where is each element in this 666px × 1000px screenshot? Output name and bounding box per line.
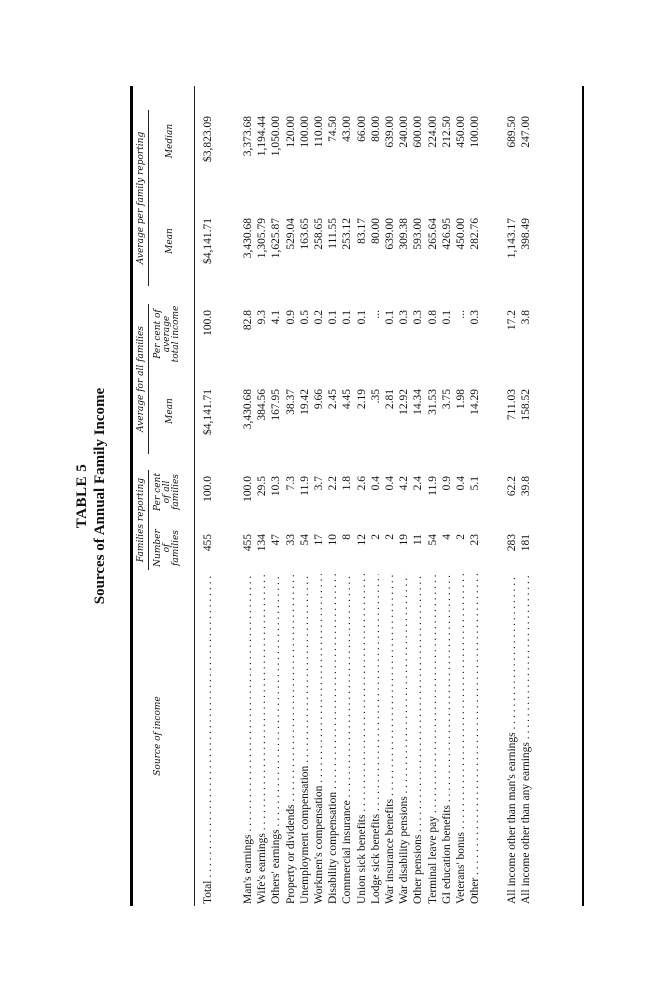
table-row (427, 86, 441, 906)
cell-median: 74.50 (327, 116, 340, 142)
cell-number: 2 (384, 534, 396, 540)
cell-median: 247.00 (520, 116, 533, 148)
row-label: Other pensions . . . (412, 574, 424, 904)
header-median: Median (165, 123, 175, 159)
cell-percent-income: 0.2 (313, 310, 325, 325)
cell-mean-per: 398.49 (520, 218, 533, 250)
cell-number: 23 (469, 534, 482, 546)
cell-number: 33 (284, 534, 297, 546)
cell-percent: 100.0 (242, 476, 254, 502)
cell-mean-per: 265.64 (426, 218, 439, 250)
cell-mean-per: 80.00 (369, 218, 382, 244)
row-label: Commercial insurance . . . (341, 574, 353, 904)
cell-mean-per: 529.04 (284, 218, 297, 250)
row-label: Lodge sick benefits . . . (370, 574, 382, 904)
cell-percent-income: 4.1 (270, 310, 283, 325)
cell-mean-all: 2.19 (355, 389, 368, 410)
cell-percent-income: 0.8 (426, 310, 439, 325)
cell-mean-all: 2.81 (384, 389, 396, 410)
row-label: Terminal leave pay . . . (427, 574, 439, 904)
cell-mean-all: 31.53 (426, 389, 439, 415)
cell-percent: 2.2 (327, 476, 340, 491)
group-header-families-reporting: Families reporting (136, 470, 149, 570)
cell-percent: 2.6 (355, 476, 368, 491)
cell-mean-all: 14.34 (412, 389, 425, 415)
header-source-of-income: Source of income (153, 696, 163, 776)
cell-mean-all: 3,430.68 (242, 389, 254, 430)
cell-mean-per: $4,141.71 (202, 218, 214, 264)
cell-mean-all: 9.66 (313, 389, 325, 410)
cell-percent: 0.9 (440, 476, 453, 491)
table-row (299, 86, 313, 906)
cell-percent: 3.7 (313, 476, 325, 491)
row-label: Other . . . (469, 574, 481, 904)
row-label: Wife's earnings . . . (256, 574, 268, 904)
cell-percent: 39.8 (520, 476, 533, 497)
cell-median: 639.00 (384, 116, 396, 148)
cell-mean-per: 1,625.87 (270, 218, 283, 259)
header-percent-of-families: Per cent of all families (153, 473, 181, 511)
table-row (285, 86, 299, 906)
bottom-rule (582, 86, 584, 906)
cell-mean-per: 258.65 (313, 218, 325, 250)
cell-mean-per: 593.00 (412, 218, 425, 250)
cell-median: 120.00 (284, 116, 297, 148)
cell-mean-all: 2.45 (327, 389, 340, 410)
cell-number: 181 (520, 534, 533, 552)
cell-mean-per: 111.55 (327, 218, 340, 249)
cell-number: 12 (355, 534, 368, 546)
cell-mean-per: 3,430.68 (242, 218, 254, 259)
row-label: Property or dividends . . . (285, 574, 297, 904)
cell-mean-all: 711.03 (506, 389, 518, 421)
table-caption: Sources of Annual Family Income (92, 387, 108, 605)
cell-percent: 0.4 (455, 476, 467, 491)
cell-percent-income: 0.9 (284, 310, 297, 325)
top-rule (130, 86, 133, 906)
cell-percent-income: 0.3 (412, 310, 425, 325)
cell-number: 17 (313, 534, 325, 546)
cell-percent: 0.4 (384, 476, 396, 491)
cell-number: 47 (270, 534, 283, 546)
table-row (256, 86, 270, 906)
row-label: Disability compensation . . . (327, 574, 339, 904)
cell-mean-per: 639.00 (384, 218, 396, 250)
cell-percent-income: 82.8 (242, 310, 254, 331)
table-row-summary (506, 86, 520, 906)
table-row (384, 86, 398, 906)
cell-number: 11 (412, 534, 425, 546)
cell-mean-all: 3.75 (440, 389, 453, 410)
cell-number: 54 (426, 534, 439, 546)
cell-mean-per: 450.00 (455, 218, 467, 250)
cell-mean-all: 167.95 (270, 389, 283, 421)
cell-percent-income: ... (369, 310, 382, 319)
cell-mean-per: 163.65 (298, 218, 311, 250)
table-row (412, 86, 426, 906)
cell-median: 43.00 (341, 116, 354, 142)
table-row (356, 86, 370, 906)
cell-mean-all: 158.52 (520, 389, 533, 421)
row-label: Others' earnings . . . (270, 574, 282, 904)
row-label: GI education benefits . . . (441, 574, 453, 904)
cell-mean-all: 384.56 (256, 389, 269, 421)
cell-percent: 11.9 (298, 476, 311, 496)
cell-median: 240.00 (398, 116, 411, 148)
cell-median: $3,823.09 (202, 116, 214, 162)
cell-percent: 7.3 (284, 476, 297, 491)
cell-percent: 100.0 (202, 476, 214, 502)
cell-percent-income: 3.8 (520, 310, 533, 325)
cell-percent: 1.8 (341, 476, 354, 491)
cell-number: 2 (455, 534, 467, 540)
cell-percent: 5.1 (469, 476, 482, 491)
cell-number: 19 (398, 534, 411, 546)
cell-percent: 10.3 (270, 476, 283, 497)
cell-mean-all: 4.45 (341, 389, 354, 410)
cell-median: 224.00 (426, 116, 439, 148)
table-row (327, 86, 341, 906)
cell-number: 2 (369, 534, 382, 540)
cell-percent-income: 0.3 (469, 310, 482, 325)
header-percent-of-total-income: Per cent of average total income (153, 305, 181, 363)
table-row-total (202, 86, 216, 906)
cell-median: 600.00 (412, 116, 425, 148)
table-row (469, 86, 483, 906)
table-row (341, 86, 355, 906)
cell-percent-income: 0.1 (384, 310, 396, 325)
cell-percent-income: 0.1 (355, 310, 368, 325)
cell-median: 66.00 (355, 116, 368, 142)
cell-median: 80.00 (369, 116, 382, 142)
group-header-average-per-family: Average per family reporting (136, 110, 149, 286)
cell-mean-all: 14.29 (469, 389, 482, 415)
row-label: All income other than any earnings . . . (520, 574, 532, 904)
cell-number: 54 (298, 534, 311, 546)
cell-mean-per: 1,305.79 (256, 218, 269, 259)
table-row (398, 86, 412, 906)
row-label: Unemployment compensation . . . (299, 574, 311, 904)
cell-number: 8 (341, 534, 354, 540)
table-row-summary (520, 86, 534, 906)
cell-mean-all: $4,141.71 (202, 389, 214, 435)
cell-median: 689.50 (506, 116, 518, 148)
cell-number: 4 (440, 534, 453, 540)
rotated-table-page (74, 86, 594, 906)
table-row (270, 86, 284, 906)
row-label: Workmen's compensation . . . (313, 574, 325, 904)
cell-median: 3,373.68 (242, 116, 254, 157)
header-number-of-families: Number of families (153, 529, 181, 567)
cell-number: 455 (202, 534, 214, 552)
table-row (370, 86, 384, 906)
cell-mean-all: .35 (369, 389, 382, 404)
cell-percent-income: 100.0 (202, 310, 214, 336)
row-label: Man's earnings . . . (242, 574, 254, 904)
cell-mean-all: 12.92 (398, 389, 411, 415)
cell-percent: 62.2 (506, 476, 518, 497)
cell-percent-income: 9.3 (256, 310, 269, 325)
cell-median: 212.50 (440, 116, 453, 148)
cell-percent: 29.5 (256, 476, 269, 497)
cell-mean-per: 83.17 (355, 218, 368, 244)
cell-percent: 0.4 (369, 476, 382, 491)
cell-median: 1,050.00 (270, 116, 283, 157)
cell-number: 134 (256, 534, 269, 552)
header-mean-per-family: Mean (165, 228, 175, 254)
cell-percent: 2.4 (412, 476, 425, 491)
cell-percent-income: 17.2 (506, 310, 518, 331)
cell-median: 450.00 (455, 116, 467, 148)
cell-number: 455 (242, 534, 254, 552)
row-label: Veterans' bonus . . . (455, 574, 467, 904)
row-label: War disability pensions . . . (398, 574, 410, 904)
cell-percent: 4.2 (398, 476, 411, 491)
cell-percent-income: 0.1 (327, 310, 340, 325)
cell-percent-income: 0.3 (398, 310, 411, 325)
cell-mean-per: 426.95 (440, 218, 453, 250)
cell-mean-all: 38.37 (284, 389, 297, 415)
table-row (455, 86, 469, 906)
table-row (313, 86, 327, 906)
row-label: Union sick benefits . . . (356, 574, 368, 904)
cell-mean-per: 1,143.17 (506, 218, 518, 259)
header-rule (194, 86, 195, 906)
table-row (441, 86, 455, 906)
cell-percent: 11.9 (426, 476, 439, 496)
cell-median: 1,194.44 (256, 116, 269, 157)
cell-number: 10 (327, 534, 340, 546)
cell-mean-all: 1.98 (455, 389, 467, 410)
cell-percent-income: 0.5 (298, 310, 311, 325)
cell-mean-per: 253.12 (341, 218, 354, 250)
table-row (242, 86, 256, 906)
cell-median: 100.00 (298, 116, 311, 148)
table-number: TABLE 5 (74, 463, 90, 529)
cell-percent-income: ... (455, 310, 467, 319)
cell-percent-income: 0.1 (341, 310, 354, 325)
cell-number: 283 (506, 534, 518, 552)
row-label: War insurance benefits . . . (384, 574, 396, 904)
row-label: All income other than man's earnings . . . (506, 574, 518, 904)
group-header-average-all-families: Average for all families (136, 304, 149, 454)
cell-percent-income: 0.1 (440, 310, 453, 325)
header-mean-all-families: Mean (165, 398, 175, 424)
cell-median: 100.00 (469, 116, 482, 148)
cell-median: 110.00 (313, 116, 325, 148)
cell-mean-per: 282.76 (469, 218, 482, 250)
cell-mean-all: 19.42 (298, 389, 311, 415)
cell-mean-per: 309.38 (398, 218, 411, 250)
row-label: Total . . . (202, 574, 214, 904)
